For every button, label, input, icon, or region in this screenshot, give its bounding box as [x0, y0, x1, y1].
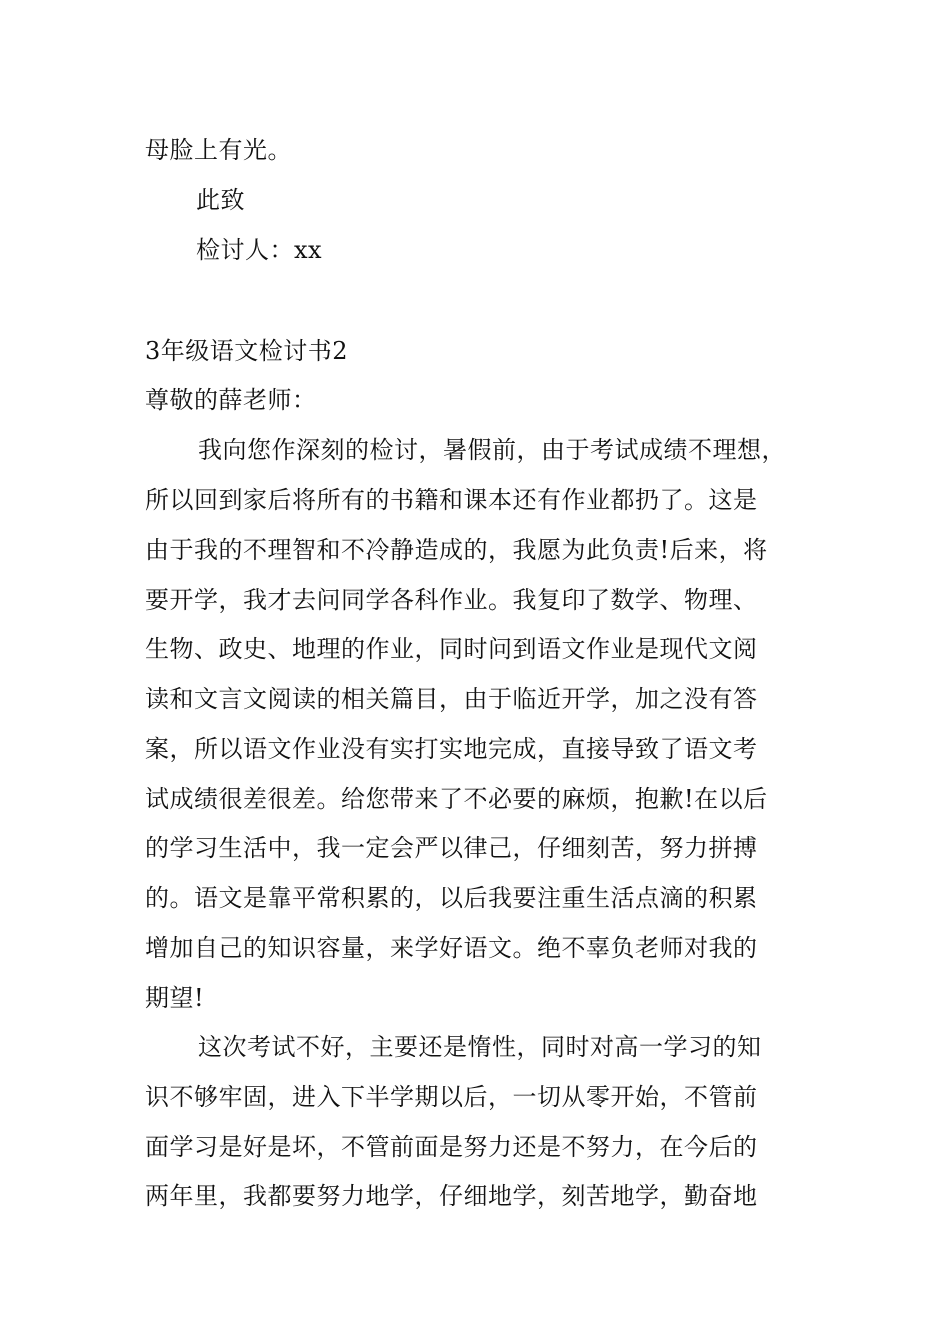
- signature: 检讨人：xx: [196, 236, 323, 264]
- paragraph-line: 试成绩很差很差。给您带来了不必要的麻烦，抱歉!在以后: [145, 785, 768, 813]
- paragraph-line: 读和文言文阅读的相关篇目，由于临近开学，加之没有答: [145, 685, 758, 713]
- letter-title: 3年级语文检讨书2: [145, 337, 349, 365]
- paragraph-line: 我向您作深刻的检讨，暑假前，由于考试成绩不理想，: [198, 436, 786, 464]
- paragraph-line: 要开学，我才去问同学各科作业。我复印了数学、物理、: [145, 586, 758, 614]
- letter-greeting: 尊敬的薛老师：: [145, 386, 317, 414]
- paragraph-line: 识不够牢固，进入下半学期以后，一切从零开始，不管前: [145, 1083, 758, 1111]
- paragraph-line: 由于我的不理智和不冷静造成的，我愿为此负责!后来，将: [145, 536, 768, 564]
- paragraph-line: 面学习是好是坏，不管前面是努力还是不努力，在今后的: [145, 1133, 758, 1161]
- paragraph-line: 生物、政史、地理的作业，同时问到语文作业是现代文阅: [145, 635, 758, 663]
- paragraph-line: 的学习生活中，我一定会严以律己，仔细刻苦，努力拼搏: [145, 834, 758, 862]
- paragraph-line: 增加自己的知识容量，来学好语文。绝不辜负老师对我的: [145, 934, 758, 962]
- paragraph-line: 所以回到家后将所有的书籍和课本还有作业都扔了。这是: [145, 486, 758, 514]
- paragraph-line: 期望!: [145, 984, 205, 1012]
- paragraph-line: 案，所以语文作业没有实打实地完成，直接导致了语文考: [145, 735, 758, 763]
- salutation-close: 此致: [196, 186, 245, 214]
- closing-line: 母脸上有光。: [145, 136, 292, 164]
- paragraph-line: 的。语文是靠平常积累的，以后我要注重生活点滴的积累: [145, 884, 758, 912]
- paragraph-line: 两年里，我都要努力地学，仔细地学，刻苦地学，勤奋地: [145, 1182, 758, 1210]
- paragraph-line: 这次考试不好，主要还是惰性，同时对高一学习的知: [198, 1033, 762, 1061]
